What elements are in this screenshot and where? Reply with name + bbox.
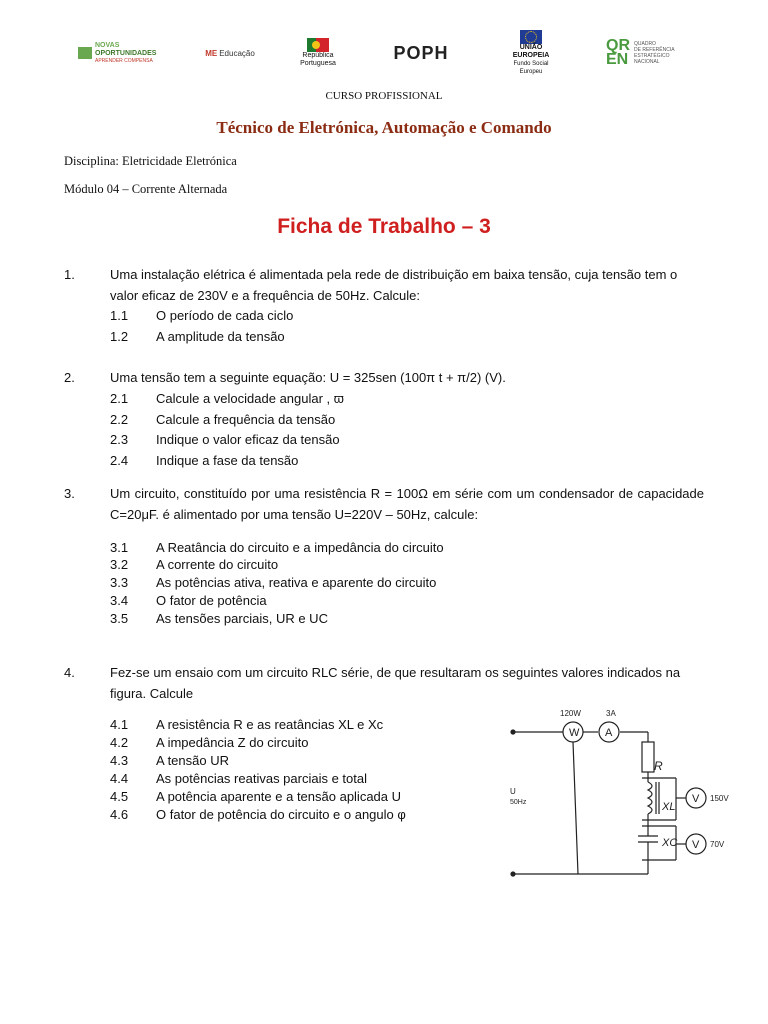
source-label: U [510, 787, 516, 796]
sub-text: Calcule a velocidade angular , ϖ [156, 391, 344, 406]
sub-number: 3.4 [110, 593, 129, 608]
question-number: 4. [64, 665, 75, 680]
question-4 [64, 662, 704, 704]
question-number: 1. [64, 267, 75, 282]
question-text: Uma tensão tem a seguinte equação: U = 325sen (100π t + π/2) (V). [110, 370, 506, 385]
sub-text: A potência aparente e a tensão aplicada U [156, 789, 402, 804]
resistor-label: R [654, 759, 663, 773]
capacitor-label: XC [662, 837, 678, 849]
modulo-line: Módulo 04 – Corrente Alternada [64, 182, 228, 196]
ue-line1: UNIÃO EUROPEIA [512, 44, 550, 59]
sub-number: 3.5 [110, 611, 129, 626]
voltmeter-2-symbol: V [692, 839, 700, 851]
novas-oportunidades-logo [78, 30, 156, 76]
sub-number: 1.2 [110, 329, 129, 344]
sub-item [110, 556, 278, 573]
poph-text: POPH [393, 42, 449, 63]
republica-line1: República [302, 52, 334, 59]
educacao-text: Educação [219, 48, 255, 58]
sub-text: Calcule a frequência da tensão [156, 412, 336, 427]
sub-item [110, 539, 444, 556]
sub-number: 1.1 [110, 308, 129, 323]
course-title: Técnico de Eletrónica, Automação e Comando [216, 118, 552, 137]
sub-item [110, 452, 298, 469]
sub-text: Indique o valor eficaz da tensão [156, 432, 340, 447]
sub-number: 4.6 [110, 807, 129, 822]
sub-text: A resistência R e as reatâncias XL e Xc [156, 717, 384, 732]
sub-text: O fator de potência do circuito e o angulo φ [156, 807, 406, 822]
question-number: 3. [64, 486, 75, 501]
qren-line2: DE REFERÊNCIA [634, 47, 675, 53]
sub-item [110, 307, 293, 324]
sub-item [110, 716, 383, 733]
sub-number: 3.3 [110, 575, 129, 590]
sub-text: O período de cada ciclo [156, 308, 294, 323]
ue-line2: Fundo Social Europeu [513, 61, 549, 75]
question-2 [64, 367, 704, 388]
sub-text: A tensão UR [156, 753, 229, 768]
sub-item [110, 574, 436, 591]
sub-text: A impedância Z do circuito [156, 735, 309, 750]
terminal-top [511, 730, 515, 734]
inductor-label: XL [662, 801, 676, 813]
sub-item [110, 431, 340, 448]
sub-number: 4.5 [110, 789, 129, 804]
portugal-flag-icon [307, 38, 329, 52]
inductor-coil [648, 782, 652, 814]
sub-text: As potências reativas parciais e total [156, 771, 367, 786]
question-1 [64, 264, 704, 306]
source-frequency: 50Hz [510, 799, 527, 806]
question-text: Uma instalação elétrica é alimentada pela rede de distribuição em baixa tensão, cuja tensão tem o valor eficaz de 230V e a frequência de 50Hz. Calcule: [110, 267, 678, 303]
sub-text: A amplitude da tensão [156, 329, 285, 344]
ficha-title: Ficha de Trabalho – 3 [277, 215, 491, 238]
sub-number: 3.1 [110, 540, 129, 555]
novas-line2: OPORTUNIDADES [95, 49, 157, 57]
sub-number: 3.2 [110, 557, 129, 572]
sub-item [110, 411, 335, 428]
sub-text: Indique a fase da tensão [156, 453, 299, 468]
sub-item [110, 390, 344, 407]
sub-item [110, 328, 285, 345]
question-3 [64, 483, 704, 525]
sub-number: 4.1 [110, 717, 129, 732]
eu-flag-icon [520, 30, 542, 44]
sub-item [110, 610, 328, 627]
qren-logo [606, 30, 686, 76]
question-text: Fez-se um ensaio com um circuito RLC série, de que resultaram os seguintes valores indicados na figura. Calcule [110, 665, 681, 701]
sub-item [110, 806, 406, 823]
question-number: 2. [64, 370, 75, 385]
novas-line1: NOVAS [95, 41, 120, 49]
wattmeter-value: 120W [560, 709, 581, 718]
voltmeter-1-symbol: V [692, 793, 700, 805]
sub-number: 2.3 [110, 432, 129, 447]
rlc-circuit-diagram [500, 702, 750, 882]
sub-text: A Reatância do circuito e a impedância do circuito [156, 540, 444, 555]
ammeter-value: 3A [606, 709, 616, 718]
logo-bar [0, 30, 768, 80]
ammeter-symbol: A [605, 727, 613, 739]
republica-line2: Portuguesa [300, 60, 336, 67]
republica-portuguesa-logo [296, 30, 340, 76]
qren-mark: QREN [606, 37, 630, 68]
educacao-logo [202, 30, 258, 76]
novas-line3: APRENDER COMPENSA [95, 57, 153, 64]
sub-item [110, 788, 401, 805]
sub-item [110, 752, 229, 769]
sub-text: A corrente do circuito [156, 557, 279, 572]
sub-text: As tensões parciais, UR e UC [156, 611, 328, 626]
disciplina-line: Disciplina: Eletricidade Eletrónica [64, 154, 237, 168]
poph-logo [388, 30, 454, 76]
resistor-shape [642, 742, 654, 772]
qren-line4: NACIONAL [634, 59, 660, 65]
curso-label: CURSO PROFISSIONAL [325, 90, 443, 102]
voltmeter-2-value: 70V [710, 840, 725, 849]
sub-number: 2.2 [110, 412, 129, 427]
novas-logo-mark [78, 47, 92, 59]
voltmeter-1-value: 150V [710, 794, 729, 803]
uniao-europeia-logo [502, 30, 560, 76]
qren-line3: ESTRATÉGICO [634, 53, 670, 59]
wattmeter-voltage-lead [573, 742, 578, 874]
wattmeter-symbol: W [569, 727, 580, 739]
sub-item [110, 770, 367, 787]
qren-line1: QUADRO [634, 41, 656, 47]
sub-number: 4.4 [110, 771, 129, 786]
sub-number: 2.4 [110, 453, 129, 468]
sub-text: O fator de potência [156, 593, 267, 608]
sub-number: 2.1 [110, 391, 129, 406]
sub-number: 4.3 [110, 753, 129, 768]
question-text: Um circuito, constituído por uma resistência R = 100Ω em série com um condensador de capacidade C=20μF. é alimentado por uma tensão U=220V – 50Hz, calcule: [110, 486, 704, 522]
sub-number: 4.2 [110, 735, 129, 750]
sub-item [110, 592, 267, 609]
sub-item [110, 734, 308, 751]
terminal-bottom [511, 872, 515, 876]
sub-text: As potências ativa, reativa e aparente do circuito [156, 575, 437, 590]
educacao-mark: ME [205, 48, 218, 58]
